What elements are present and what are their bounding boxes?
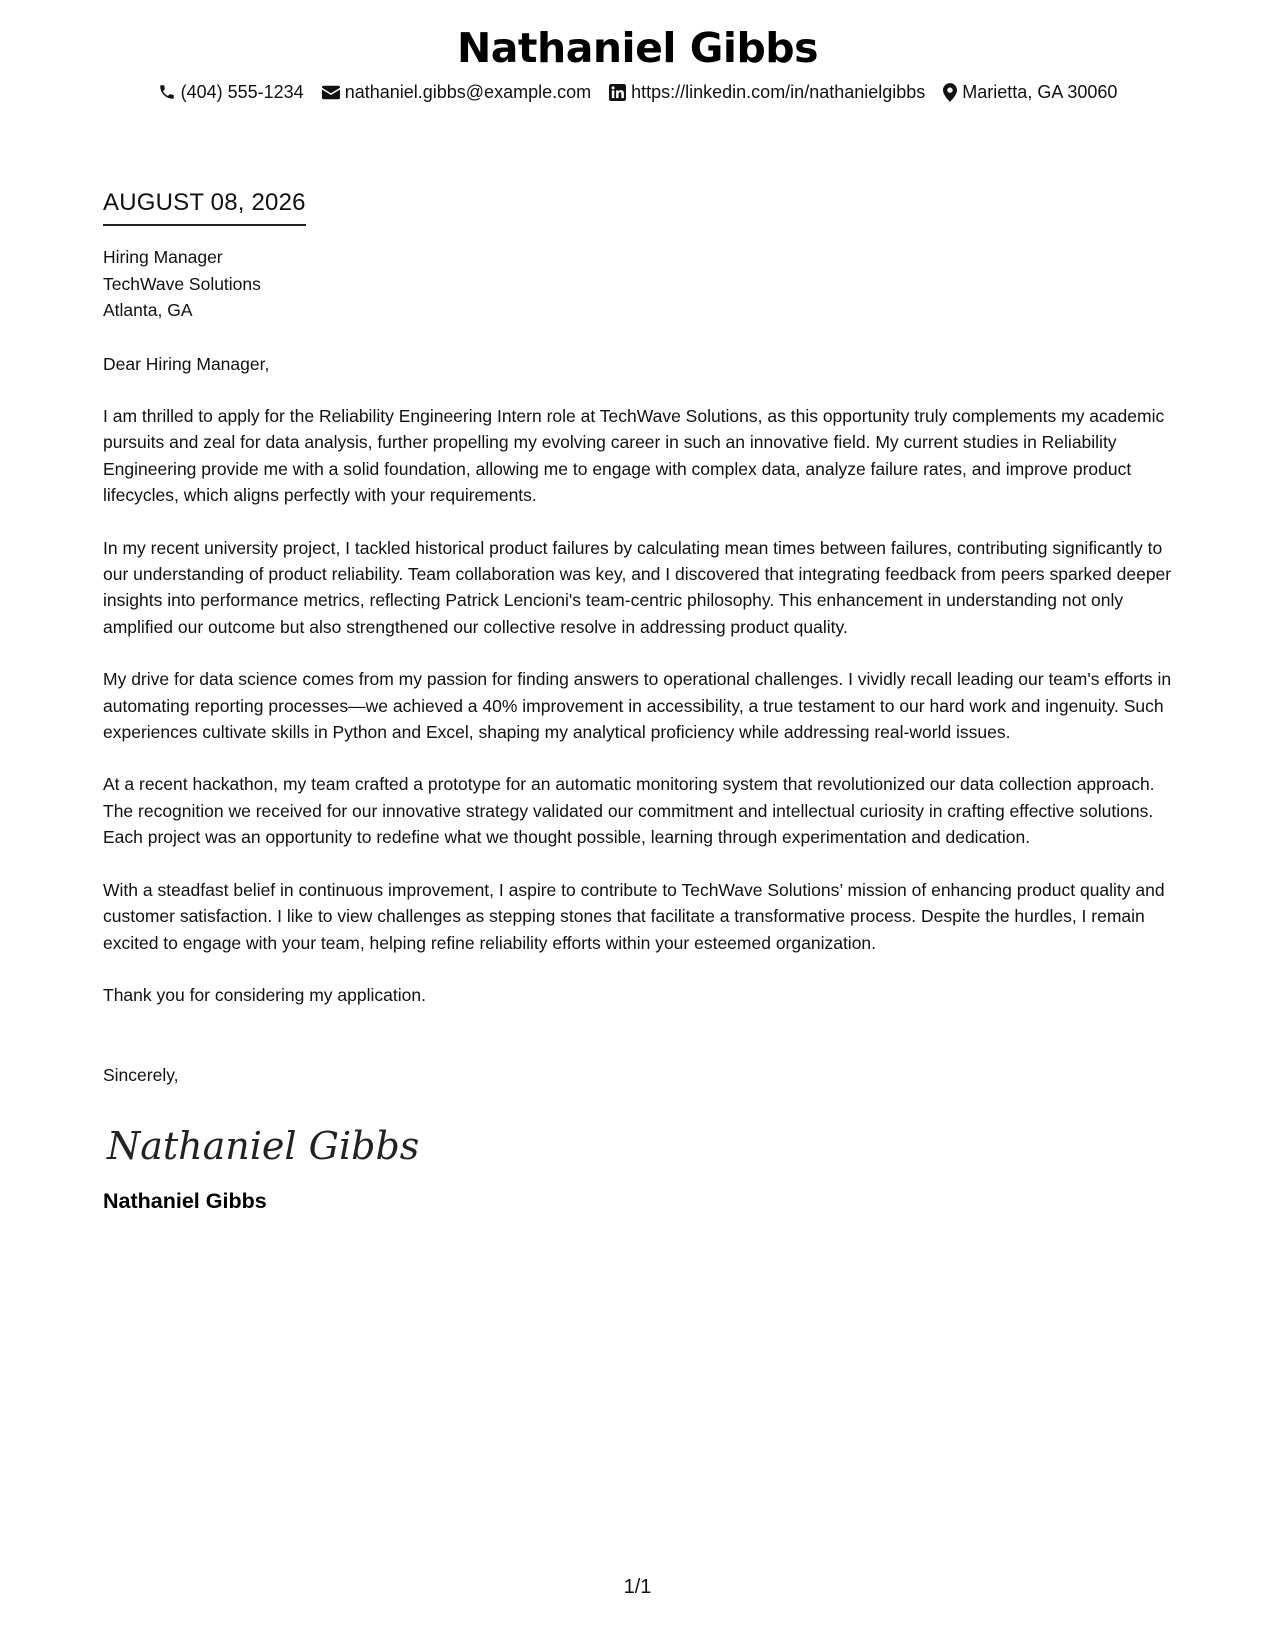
contact-bar [0,80,1275,104]
linkedin-url[interactable]: https://linkedin.com/in/nathanielgibbs [631,82,926,102]
printed-name: Nathaniel Gibbs [103,1188,267,1213]
recipient-company: TechWave Solutions [103,273,261,294]
map-pin-icon [943,83,957,102]
body-paragraph-4: At a recent hackathon, my team crafted a prototype for an automatic monitoring system that revolutionized our data collection approach. The recognition we received for our innovative strategy validated our commitment and intellectual curiosity in crafting effective solutions. Each project was an opportunity to redefine what we thought possible, learning through experimentation and dedication. [103,774,1155,848]
location-text: Marietta, GA 30060 [962,82,1118,102]
recipient-location: Atlanta, GA [103,300,193,320]
contact-email [322,80,591,104]
signoff: Sincerely, [103,1065,179,1086]
closing-line: Thank you for considering my application. [103,984,426,1005]
body-paragraph-3: My drive for data science comes from my passion for finding answers to operational challenges. I vividly recall leading our team's efforts in automating reporting processes—we achieved a 40% improvement in accessibility, a true testament to our hard work and ingenuity. Such experiences cultivate skills in Python and Excel, shaping my analytical proficiency while addressing real-world issues. [103,669,1172,743]
body-paragraph-5: With a steadfast belief in continuous improvement, I aspire to contribute to TechWave Solutions’ mission of enhancing product quality and customer satisfaction. I like to view challenges as stepping stones that facilitate a transformative process. Despite the hurdles, I remain excited to engage with your team, helping refine reliability efforts within your esteemed organization. [103,879,1165,953]
contact-phone [158,80,304,104]
applicant-name-heading: Nathaniel Gibbs [456,24,819,72]
email-address: nathaniel.gibbs@example.com [344,82,592,102]
letter-body [103,188,1178,1215]
contact-linkedin [609,80,925,104]
recipient-block [103,244,1178,324]
phone-icon [158,83,176,101]
linkedin-icon [609,84,626,101]
envelope-icon [322,85,340,100]
handwritten-signature [103,1115,420,1175]
page-number: 1/1 [623,1576,652,1598]
letter-date: AUGUST 08, 2026 [103,188,306,226]
body-paragraph-2: In my recent university project, I tackled historical product failures by calculating mean times between failures, contributing significantly to our understanding of product reliability. Team collaboration was key, and I discovered that integrating feedback from peers sparked deeper insights into performance metrics, reflecting Patrick Lencioni's team-centric philosophy. This enhancement in understanding not only amplified our outcome but also strengthened our collective resolve in addressing product quality. [103,537,1172,637]
phone-number: (404) 555-1234 [180,82,304,102]
recipient-title: Hiring Manager [103,247,223,267]
contact-location [943,80,1117,104]
salutation: Dear Hiring Manager, [103,353,270,374]
signature-text: Nathaniel Gibbs [107,1123,420,1168]
body-paragraph-1: I am thrilled to apply for the Reliability Engineering Intern role at TechWave Solutions, as this opportunity truly complements my academic pursuits and zeal for data analysis, further propelling my evolving career in such an innovative field. My current studies in Reliability Engineering provide me with a solid foundation, allowing me to engage with complex data, analyze failure rates, and improve product lifecycles, which aligns perfectly with your requirements. [103,406,1165,506]
